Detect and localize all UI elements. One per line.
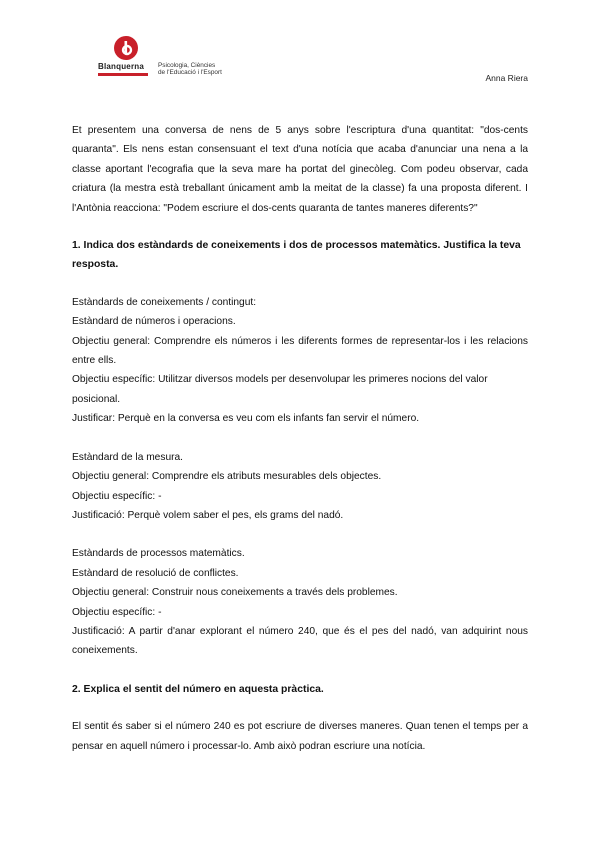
question-1-heading: 1. Indica dos estàndards de coneixements i dos de processos matemàtics. Justifica la teva resposta. xyxy=(72,240,521,271)
text-line: Estàndard de números i operacions. xyxy=(72,316,236,328)
text-line: Justificació: A partir d'anar explorant el número 240, que és el pes del nadó, van adquirint nous coneixements. xyxy=(72,625,528,657)
text-line: Justificar: Perquè en la conversa es veu com els infants fan servir el número. xyxy=(72,413,420,425)
text-line: Justificació: Perquè volem saber el pes, els grams del nadó. xyxy=(72,509,344,521)
knowledge-standard-numbers xyxy=(72,293,528,429)
text-line: Estàndard de la mesura. xyxy=(72,451,183,463)
intro-paragraph: Et presentem una conversa de nens de 5 anys sobre l'escriptura d'una quantitat: "dos-cents quaranta". Els nens estan consensuant el text d'una notícia que acaba d'anunciar una nena a la classe aportant l'ecografia que la seva mare ha portat del ginecòleg. Com podeu observar, cada criatura (la mestra està treballant únicament amb la meitat de la classe) fa una proposta diferent. I l'Antònia reacciona: "Podem escriure el dos-cents quaranta de tantes maneres diferents?" xyxy=(72,125,528,214)
answer-2-paragraph: El sentit és saber si el número 240 es pot escriure de diverses maneres. Quan tenen el temps per a pensar en aquell número i processar-lo. Amb això podran escriure una notícia. xyxy=(72,721,528,752)
logo-brand: Blanquerna xyxy=(98,62,145,71)
logo-subtitle xyxy=(158,62,238,77)
text-line: Objectiu específic: - xyxy=(72,490,162,502)
process-standard-conflicts xyxy=(72,544,528,660)
text-line: Objectiu general: Comprendre els atributs mesurables dels objectes. xyxy=(72,471,382,483)
text-line: Objectiu general: Comprendre els números i les diferents formes de representar-los i les relacions entre ells. xyxy=(72,335,528,367)
question-2-heading: 2. Explica el sentit del número en aquesta pràctica. xyxy=(72,683,324,695)
blanquerna-logo-icon xyxy=(114,36,138,60)
logo-subtitle-line: Psicologia, Ciències xyxy=(158,62,216,69)
text-line: Objectiu específic: Utilitzar diversos models per desenvolupar les primeres nocions del valor posicional. xyxy=(72,374,488,405)
logo-underline xyxy=(98,73,148,76)
knowledge-standard-measure xyxy=(72,448,528,526)
author-name: Anna Riera xyxy=(485,73,528,83)
text-line: Estàndard de resolució de conflictes. xyxy=(72,567,239,579)
document-body xyxy=(72,121,528,756)
text-line: Objectiu específic: - xyxy=(72,606,162,618)
logo-subtitle-line: de l'Educació i l'Esport xyxy=(158,69,222,77)
text-line: Objectiu general: Construir nous coneixements a través dels problemes. xyxy=(72,587,398,599)
page-header xyxy=(98,36,528,86)
text-line: Estàndards de coneixements / contingut: xyxy=(72,296,257,308)
text-line: Estàndards de processos matemàtics. xyxy=(72,548,245,560)
